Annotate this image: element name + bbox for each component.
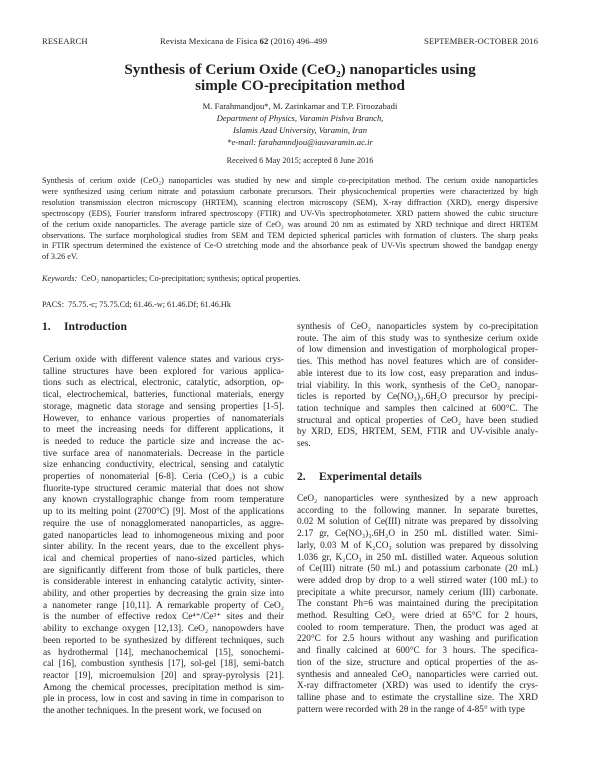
text-line: structural and optical properties of CeO₂ have been studied	[297, 415, 538, 426]
text-line: tive surface area of nanomaterials. Decrease in the particle	[43, 448, 284, 459]
journal-citation	[160, 36, 327, 46]
text-line: talline structures have been explored for various applica-	[43, 366, 284, 377]
text-line: ses.	[297, 439, 311, 450]
text-line: precipitate a white precursor, namely cerium (III) carbonate.	[297, 587, 538, 598]
text-line: a nanometer range [10,11]. A remarkable property of CeO₂	[43, 600, 284, 611]
text-line: reactor [19], microemulsion [20] and spray-pyrolysis [21].	[43, 670, 284, 681]
text-line: of 3.26 eV.	[42, 252, 78, 262]
keywords-label: Keywords:	[42, 274, 78, 283]
text-line: The constant Ph=6 was maintained during the precipitation	[297, 599, 538, 610]
text-line: is the number of effective redox Ce⁴⁺/Ce³⁺ sites and their	[43, 612, 284, 623]
text-line: were added drop by drop to a well stirred water (100 mL) to	[297, 575, 538, 586]
text-line: of Ce(III) nitrate (50 mL) and potassium carbonate (20 mL)	[297, 564, 538, 575]
text-line: synthesis and annealed CeO₂ nanoparticles were carried out.	[297, 669, 538, 680]
section-heading-introduction	[42, 320, 127, 333]
keywords	[42, 274, 301, 283]
experimental-column	[297, 494, 538, 716]
introduction-left-column	[43, 355, 284, 718]
text-line: trial viability. In this work, synthesis of the CeO₂ nanopar-	[297, 380, 538, 391]
text-line: sinter ability. In the recent years, due to the excellent phys-	[43, 542, 284, 553]
text-line: ticles is reported by Ce(NO₃)₃.6H₂O precursor by precipi-	[297, 392, 538, 403]
text-line: according to the following manner. In separate burettes,	[297, 505, 538, 516]
text-line: tical, electrochemical, batteries, functional materials, energy	[43, 390, 284, 401]
section-number: 1.	[42, 320, 51, 333]
text-line: 0.02 M solution of Ce(III) nitrate was prepared by dissolving	[297, 517, 538, 528]
text-line: in FTIR spectrum determined the existence of Ce-O stretching mode and the absorbance peak of UV-Vis spectrum showed the bandgap energy	[42, 241, 538, 251]
text-line: size enhancing conductivity, electrical, sensing and catalytic	[43, 460, 284, 471]
text-line: were synthesized using cerium nitrate and potassium carbonate precursors. Their physicochemical properties were characterized by high	[42, 186, 538, 196]
text-line: is considerable interest in enhancing catalytic activity, sinter-	[43, 577, 284, 588]
text-line: cooled to room temperature. Then, the product was aged at	[297, 622, 538, 633]
affiliation-line-2: Islamis Azad University, Varamin, Iran	[233, 125, 367, 135]
text-line: as hydrothermal [14], mechanochemical [15], sonochemi-	[43, 647, 284, 658]
text-line: of low dimension and investigation of morphological proper-	[297, 345, 538, 356]
text-line: 1.036 gr, K₂CO₃ in 250 mL distilled water. Aqueous solution	[297, 552, 538, 563]
text-line: gated nanoparticles lead to inhomogeneous mixing and poor	[43, 530, 284, 541]
text-line: ties. This method has novel features which are of consider-	[297, 357, 538, 368]
text-line: 2.17 gr, Ce(NO₃)₃.6H₂O in 250 mL distilled water. Simi-	[297, 529, 538, 540]
text-line: observations. The surface morphological studies from SEM and TEM depicted spherical particles with formation of clusters. The sharp peaks	[42, 230, 538, 240]
text-line: spectroscopy (EDS), Fourier transform infrared spectroscopy (FTIR) and UV-Vis spectrophotometer. XRD pattern showed the cubic structure	[42, 208, 538, 218]
text-line: route. The aim of this study was to synthesize cerium oxide	[297, 333, 538, 344]
text-line: up to its melting point (2700°C) [9]. Most of the applications	[43, 507, 284, 518]
text-line: fluorite-type structured ceramic material that does not show	[43, 483, 284, 494]
journal-name: Revista Mexicana de Física	[160, 36, 260, 46]
text-line: properties of nonomaterial [6-8]. Ceria (CeO₂) is a cubic	[43, 472, 284, 483]
text-line: pattern were recorded with 2θ in the range of 4-85° with type	[297, 704, 525, 715]
text-line: 220°C for 2.5 hours without any washing and purification	[297, 634, 538, 645]
section-number: 2.	[297, 470, 306, 483]
text-line: method. Resulting CeO₂ were dried at 65°C for 2 hours,	[297, 611, 538, 622]
text-line: CeO₂ nanoparticles were synthesized by a new approach	[297, 494, 538, 504]
author-email: *e-mail: farahamndjou@iauvaramin.ac.ir	[227, 137, 373, 147]
text-line: the another techniques. In the present work, we focused on	[43, 706, 262, 717]
text-line: X-ray diffractometer (XRD) was used to identify the crys-	[297, 681, 538, 692]
text-line: ple in process, low in cost and saving in time in comparison to	[43, 694, 284, 705]
affiliation-line-1: Department of Physics, Varamin Pishva Branch,	[216, 113, 384, 123]
received-dates: Received 6 May 2015; accepted 8 June 2016	[226, 156, 374, 165]
text-line: been reported to be synthesized by different techniques, such	[43, 635, 284, 646]
text-line: resolution transmission electron microscopy (HRTEM), scanning electron microscopy (SEM), X-ray diffraction (XRD), energy dispersive	[42, 197, 538, 207]
pacs-codes: PACS: 75.75.-c; 75.75.Cd; 61.46.-w; 61.46.Df; 61.46.Hk	[42, 300, 231, 309]
text-line: Cerium oxide with different valence states and various crys-	[43, 355, 284, 365]
text-line: Among the chemical processes, precipitation method is sim-	[43, 682, 284, 693]
text-line: are significantly different from those of bulk particles, there	[43, 565, 284, 576]
text-line: by XRD, EDS, HRTEM, SEM, FTIR and UV-visible analy-	[297, 427, 538, 438]
paper-title-line-1: Synthesis of Cerium Oxide (CeO₂) nanoparticles using	[124, 61, 476, 78]
text-line: synthesis of CeO₂ nanoparticles system by co-precipitation	[297, 322, 538, 332]
text-line: ical and chemical properties of nano-sized particles, which	[43, 553, 284, 564]
issue-date: SEPTEMBER-OCTOBER 2016	[423, 36, 538, 46]
section-title: Introduction	[64, 320, 127, 333]
text-line: However, to enhance various properties of nanomaterials	[43, 413, 284, 424]
section-label: RESEARCH	[42, 36, 88, 46]
text-line: storage, magnetic data storage and sensing properties [1-5].	[43, 401, 284, 412]
text-line: tion of the size, structure and optical properties of the as-	[297, 657, 538, 668]
section-title: Experimental details	[319, 470, 422, 483]
text-line: to meet the increasing needs for different applications, it	[43, 425, 284, 436]
text-line: tions such as electrical, electronic, catalytic, adsorption, op-	[43, 378, 284, 389]
text-line: of the cerium oxide nanoparticles. The average particle size of CeO₂ was around 20 nm as estimated by XRD technique and direct HRTEM	[42, 219, 538, 229]
text-line: tation technique and samples then calcined at 600°C. The	[297, 403, 538, 414]
text-line: cal [16], combustion synthesis [17], sol-gel [18], semi-batch	[43, 659, 284, 670]
keywords-text: CeO₂ nanoparticles; Co-precipitation; synthesis; optical properties.	[81, 274, 301, 283]
section-heading-experimental	[297, 470, 422, 483]
text-line: any known crystallographic change from room temperature	[43, 495, 284, 506]
introduction-right-column	[297, 322, 538, 451]
text-line: larly, 0.03 M of K₂CO₃ solution was prepared by dissolving	[297, 540, 538, 551]
text-line: talline phase and to estimate the crystalline size. The XRD	[297, 692, 538, 703]
text-line: ability to exchange oxygen [12,13]. CeO₂ nanopowders have	[43, 624, 284, 635]
author-list: M. Farahmandjou*, M. Zarinkamar and T.P. Firoozabadi	[202, 101, 398, 111]
journal-volume: 62	[259, 36, 269, 46]
text-line: require the use of nonagglomerated nanoparticles, as aggre-	[43, 518, 284, 529]
paper-title-line-2: simple CO-precipitation method	[195, 77, 405, 94]
journal-pages: (2016) 496–499	[268, 36, 328, 46]
text-line: able interest due to its low cost, easy preparation and indus-	[297, 368, 538, 379]
text-line: is needed to reduce the particle size and increase the ac-	[43, 436, 284, 447]
text-line: ability, and other properties by decreasing the grain size into	[43, 589, 284, 600]
text-line: and finally calcined at 600°C for 3 hours. The specifica-	[297, 646, 538, 657]
text-line: Synthesis of cerium oxide (CeO₂) nanoparticles was studied by new and simple co-precipitation method. The cerium oxide nanoparticles	[42, 176, 538, 185]
abstract	[42, 176, 538, 263]
